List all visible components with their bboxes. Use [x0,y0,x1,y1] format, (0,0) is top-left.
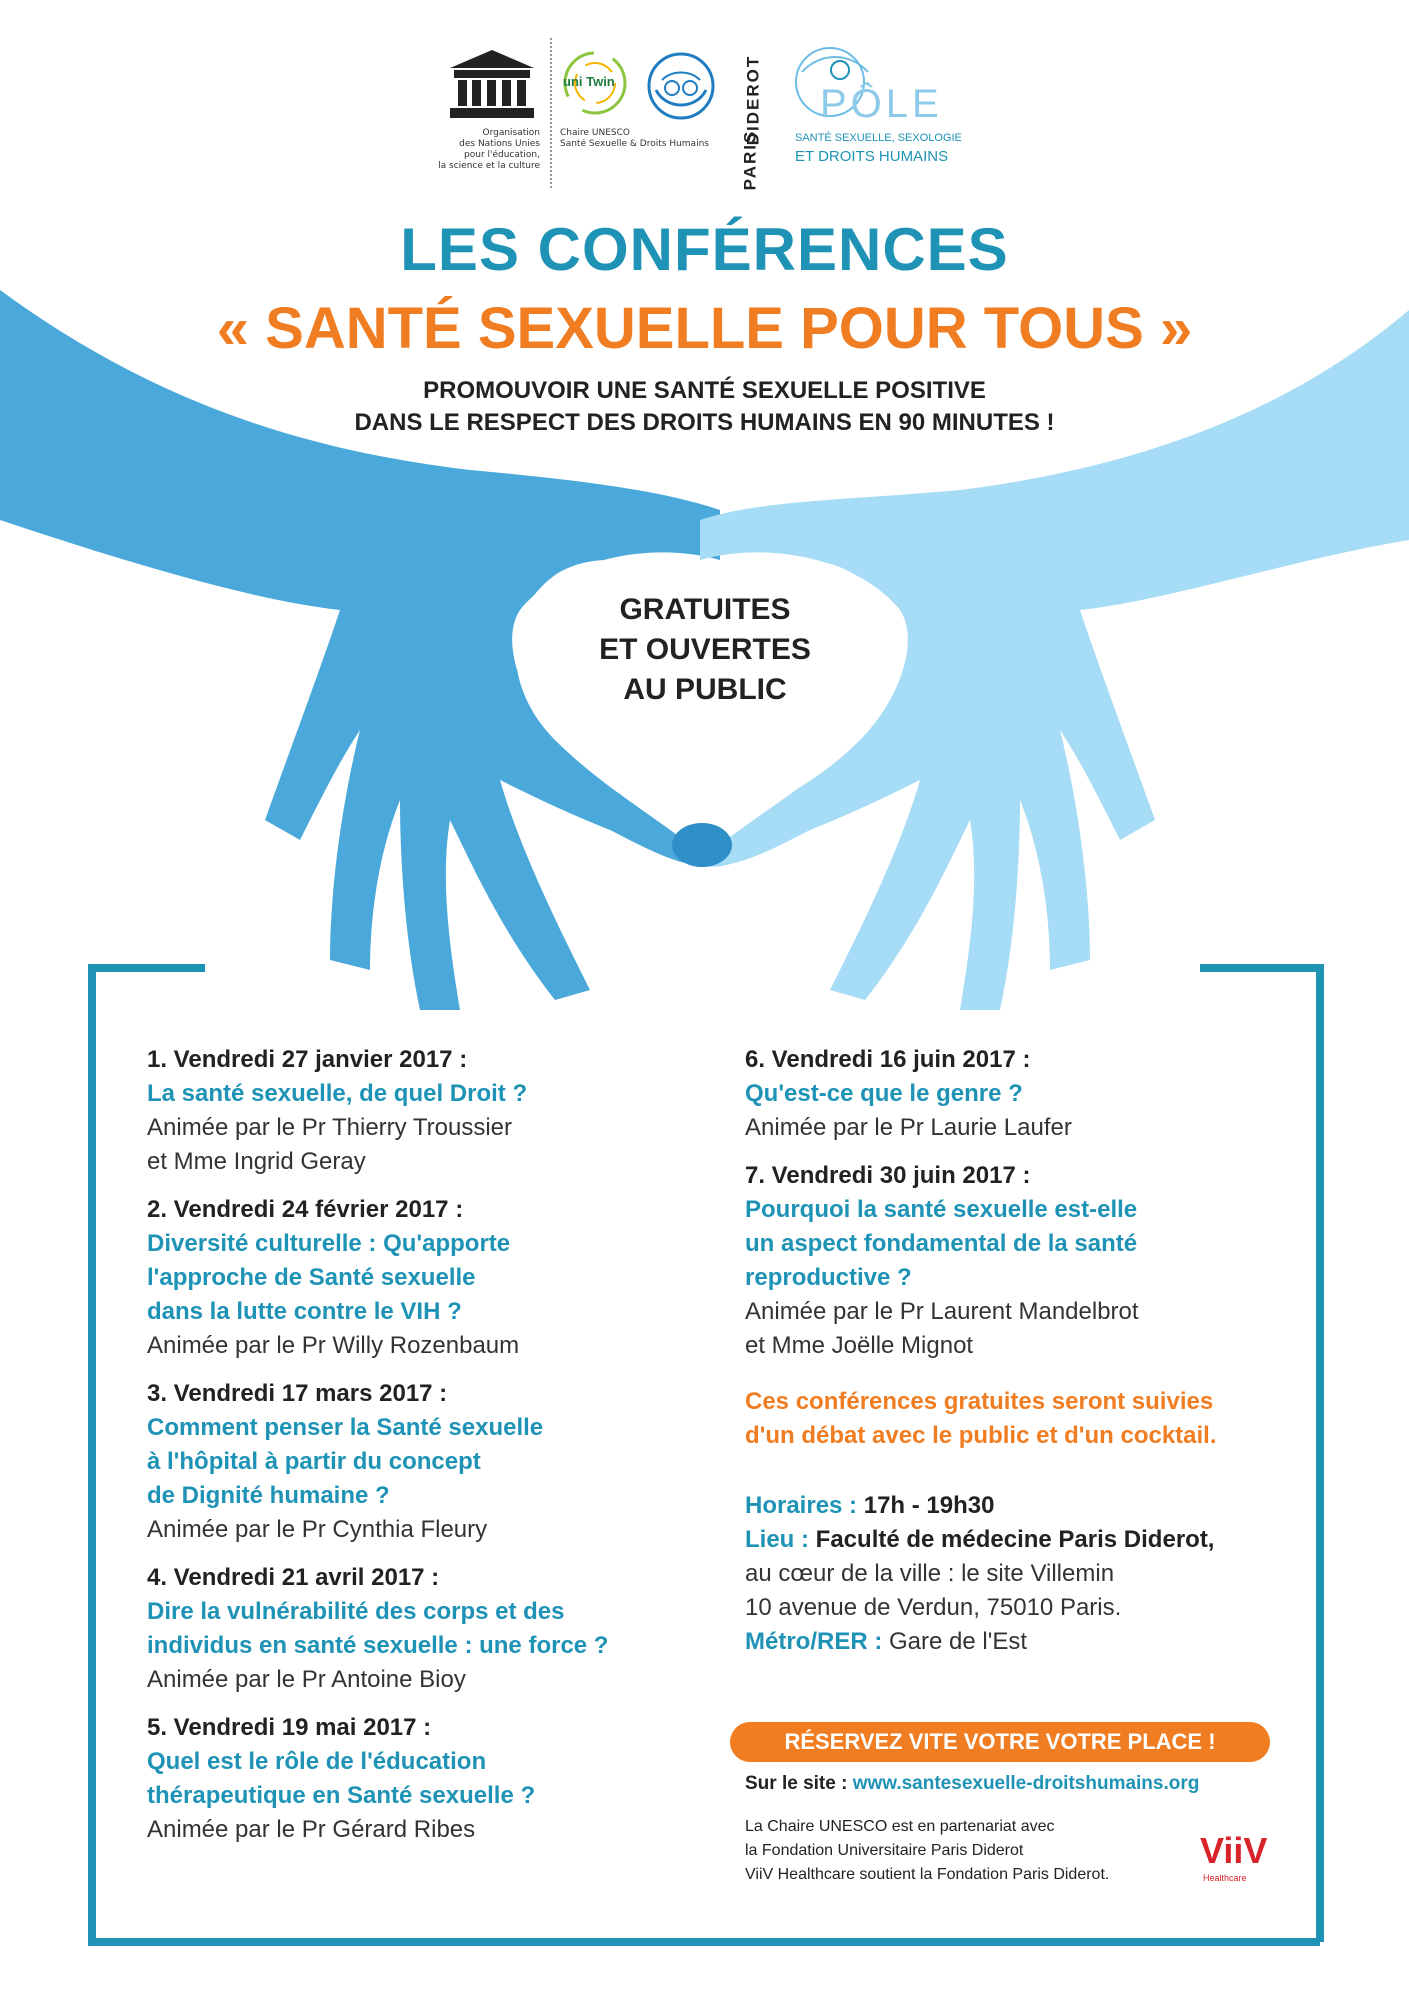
pole-name: PÔLE [820,82,943,126]
lieu-label: Lieu : [745,1526,809,1553]
conference-list-left [147,1043,707,1861]
heart-line-3: AU PUBLIC [623,673,787,706]
horaires-value: 17h - 19h30 [863,1492,995,1519]
tagline-line-1: PROMOUVOIR UNE SANTÉ SEXUELLE POSITIVE [423,377,986,404]
metro-label: Métro/RER : [745,1628,883,1655]
partners-line-3: ViiV Healthcare soutient la Fondation Paris Diderot. [745,1866,1110,1883]
conference-topic: à l'hôpital à partir du concept [147,1448,481,1475]
pole-line-2: ET DROITS HUMAINS [795,148,949,165]
conference-host: Animée par le Pr Antoine Bioy [147,1666,466,1693]
conference-date: 3. Vendredi 17 mars 2017 : [147,1380,448,1407]
conference-host: Animée par le Pr Laurie Laufer [745,1114,1072,1141]
reserve-banner[interactable]: RÉSERVEZ VITE VOTRE VOTRE PLACE ! [730,1722,1270,1762]
pole-line-1: SANTÉ SEXUELLE, SEXOLOGIE [795,132,962,144]
logo-bar [0,0,1409,210]
main-title: LES CONFÉRENCES [400,216,1009,283]
lieu-line [745,1523,1315,1557]
chaire-globe-icon [642,50,720,122]
conference-topic: individus en santé sexuelle : une force ? [147,1632,609,1659]
unesco-caption-1: Organisation [482,128,540,138]
tagline-line-2: DANS LE RESPECT DES DROITS HUMAINS EN 90 MINUTES ! [354,409,1055,436]
conference-topic: dans la lutte contre le VIH ? [147,1298,462,1325]
conference-topic: La santé sexuelle, de quel Droit ? [147,1080,528,1107]
lieu-line-2: au cœur de la ville : le site Villemin [745,1560,1115,1587]
conference-date: 6. Vendredi 16 juin 2017 : [745,1046,1031,1073]
viiv-logo-sub: Healthcare [1203,1873,1247,1883]
conference-date: 1. Vendredi 27 janvier 2017 : [147,1046,468,1073]
partners-line-2: la Fondation Universitaire Paris Diderot [745,1842,1024,1859]
conference-list-right [745,1043,1315,1659]
horaires-label: Horaires : [745,1492,858,1519]
heart-line-2: ET OUVERTES [599,633,811,666]
conference-topic: Qu'est-ce que le genre ? [745,1080,1023,1107]
partners-text [745,1815,1215,1887]
heart-text [560,590,850,710]
conference-item-4 [147,1561,707,1697]
site-line [745,1773,1199,1795]
viiv-logo: ViiV [1200,1830,1268,1871]
conference-host: Animée par le Pr Laurent Mandelbrot [745,1298,1139,1325]
main-subtitle-title: « SANTÉ SEXUELLE POUR TOUS » [216,296,1193,361]
conference-date: 4. Vendredi 21 avril 2017 : [147,1564,440,1591]
paris-diderot-logo [740,50,774,190]
unesco-caption-3: pour l'éducation, [464,150,540,160]
unesco-logo-icon [448,48,536,120]
note-line-1: Ces conférences gratuites seront suivies [745,1388,1214,1415]
conference-topic: reproductive ? [745,1264,912,1291]
conference-date: 7. Vendredi 30 juin 2017 : [745,1162,1031,1189]
conference-topic: Comment penser la Santé sexuelle [147,1414,544,1441]
conference-topic: de Dignité humaine ? [147,1482,390,1509]
horaires-line [745,1489,1315,1523]
conference-item-2 [147,1193,707,1363]
conference-host: et Mme Joëlle Mignot [745,1332,974,1359]
unesco-caption-2: des Nations Unies [459,139,540,149]
paris-label: PARIS [740,129,760,191]
partners-line-1: La Chaire UNESCO est en partenariat avec [745,1818,1055,1835]
cocktail-note [745,1385,1315,1453]
conference-item-6 [745,1043,1315,1145]
logo-divider [550,38,552,188]
unitwin-label: uni Twin [563,74,615,89]
conference-host: Animée par le Pr Willy Rozenbaum [147,1332,520,1359]
lieu-line-3: 10 avenue de Verdun, 75010 Paris. [745,1594,1122,1621]
site-label: Sur le site : [745,1773,848,1794]
conference-date: 2. Vendredi 24 février 2017 : [147,1196,464,1223]
metro-value: Gare de l'Est [889,1628,1027,1655]
chaire-caption-1: Chaire UNESCO [560,128,630,138]
conference-topic: l'approche de Santé sexuelle [147,1264,476,1291]
site-url-link[interactable]: www.santesexuelle-droitshumains.org [852,1773,1200,1794]
conference-host: Animée par le Pr Thierry Troussier [147,1114,513,1141]
conference-item-5 [147,1711,707,1847]
conference-host: Animée par le Pr Gérard Ribes [147,1816,476,1843]
tagline [0,375,1409,439]
conference-topic: thérapeutique en Santé sexuelle ? [147,1782,536,1809]
conference-host: Animée par le Pr Cynthia Fleury [147,1516,488,1543]
event-info [745,1489,1315,1659]
heart-line-1: GRATUITES [619,593,791,626]
note-line-2: d'un débat avec le public et d'un cocktail. [745,1422,1217,1449]
conference-topic: Quel est le rôle de l'éducation [147,1748,487,1775]
conference-item-7 [745,1159,1315,1363]
chaire-caption-2: Santé Sexuelle & Droits Humains [560,139,709,149]
conference-item-3 [147,1377,707,1547]
conference-host: et Mme Ingrid Geray [147,1148,366,1175]
conference-topic: Dire la vulnérabilité des corps et des [147,1598,565,1625]
lieu-value: Faculté de médecine Paris Diderot, [815,1526,1215,1553]
conference-topic: Diversité culturelle : Qu'apporte [147,1230,511,1257]
conference-item-1 [147,1043,707,1179]
conference-topic: Pourquoi la santé sexuelle est-elle [745,1196,1138,1223]
diderot-label: DIDEROT [743,54,763,146]
unesco-caption-4: la science et la culture [438,161,540,171]
conference-topic: un aspect fondamental de la santé [745,1230,1138,1257]
conference-date: 5. Vendredi 19 mai 2017 : [147,1714,432,1741]
metro-line [745,1625,1315,1659]
